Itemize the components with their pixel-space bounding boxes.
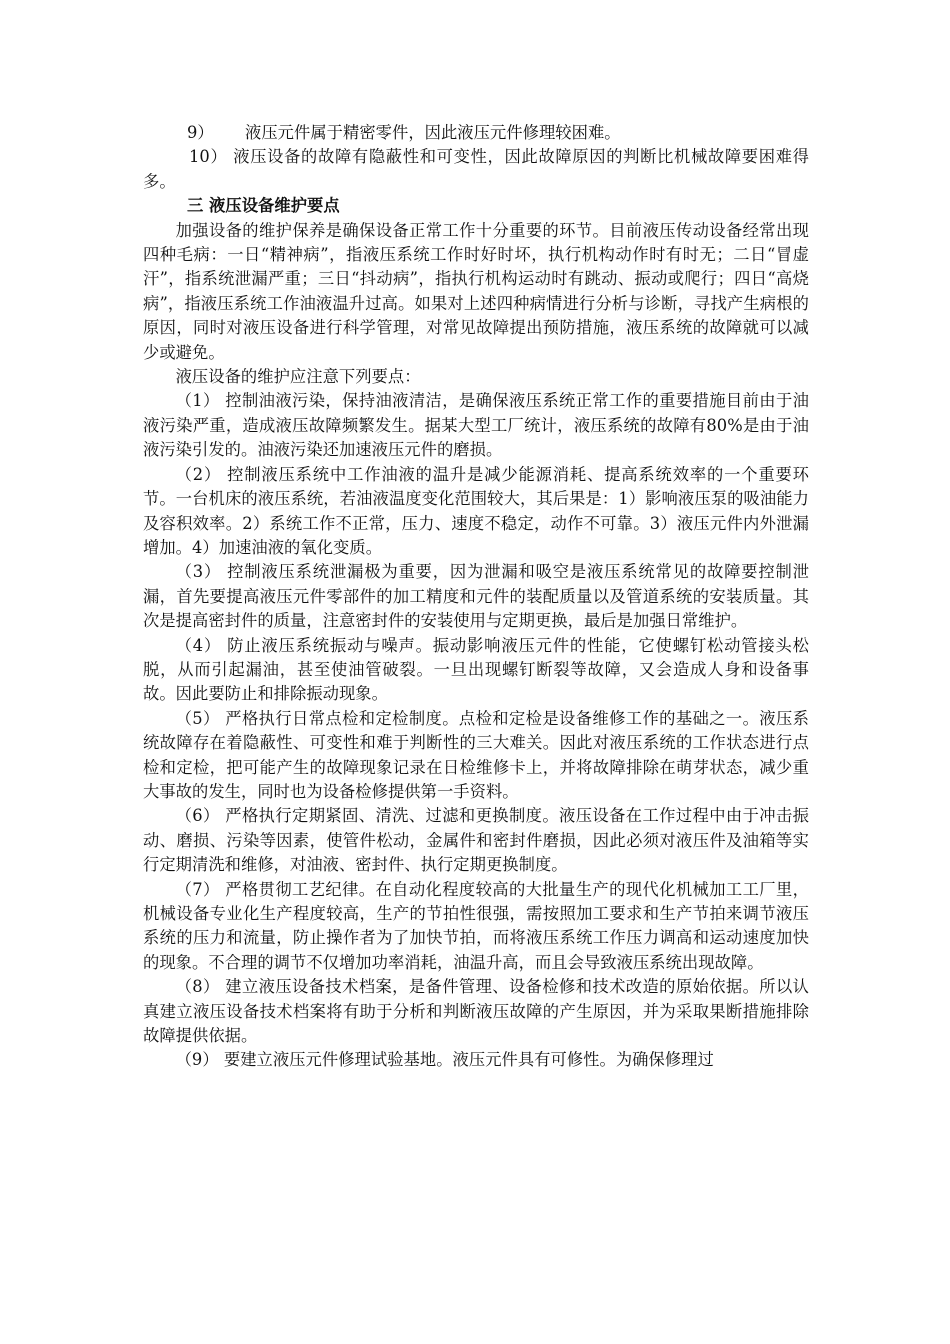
document-page [143,121,809,1073]
paragraph-point-1: （1） 控制油液污染，保持油液清洁，是确保液压系统正常工作的重要措施目前由于油液污染严重，造成液压故障频繁发生。据某大型工厂统计，液压系统的故障有80%是由于油液污染引发的。油液污染还加速液压元件的磨损。 [143,391,809,460]
paragraph-intro: 加强设备的维护保养是确保设备正常工作十分重要的环节。目前液压传动设备经常出现四种毛病：一日“精神病”，指液压系统工作时好时坏，执行机构动作时有时无；二日“冒虚汗”，指系统泄漏严重；三日“抖动病”，指执行机构运动时有跳动、振动或爬行；四日“高烧病”，指液压系统工作油液温升过高。如果对上述四种病情进行分析与诊断，寻找产生病根的原因，同时对液压设备进行科学管理，对常见故障提出预防措施，液压系统的故障就可以减少或避免。 [143,220,809,362]
section-heading: 三 液压设备维护要点 [187,196,340,216]
list-item-9-text: 液压元件属于精密零件，因此液压元件修理较困难。 [245,123,621,142]
paragraph-point-7: （7） 严格贯彻工艺纪律。在自动化程度较高的大批量生产的现代化机械加工工厂里，机械设备专业化生产程度较高，生产的节拍性很强，需按照加工要求和生产节拍来调节液压系统的压力和流量，防止操作者为了加快节拍，而将液压系统工作压力调高和运动速度加快的现象。不合理的调节不仅增加功率消耗，油温升高，而且会导致液压系统出现故障。 [143,879,809,972]
paragraph-point-5: （5） 严格执行日常点检和定检制度。点检和定检是设备维修工作的基础之一。液压系统故障存在着隐蔽性、可变性和难于判断性的三大难关。因此对液压系统的工作状态进行点检和定检，把可能产生的故障现象记录在日检维修卡上，并将故障排除在萌芽状态，减少重大事故的发生，同时也为设备检修提供第一手资料。 [143,708,809,801]
paragraph-lead: 液压设备的维护应注意下列要点： [175,367,421,387]
list-item-9-number: 9） [187,123,214,142]
list-item-10: 10） 液压设备的故障有隐蔽性和可变性，因此故障原因的判断比机械故障要困难得多。 [143,147,809,191]
paragraph-point-4: （4） 防止液压系统振动与噪声。振动影响液压元件的性能，它使螺钉松动管接头松脱，从而引起漏油，甚至使油管破裂。一旦出现螺钉断裂等故障，又会造成人身和设备事故。因此要防止和排除振动现象。 [143,635,809,704]
paragraph-point-6: （6） 严格执行定期紧固、清洗、过滤和更换制度。液压设备在工作过程中由于冲击振动、磨损、污染等因素，使管件松动，金属件和密封件磨损，因此必须对液压件及油箱等实行定期清洗和维修，对油液、密封件、执行定期更换制度。 [143,806,809,875]
paragraph-point-8: （8） 建立液压设备技术档案，是备件管理、设备检修和技术改造的原始依据。所以认真建立液压设备技术档案将有助于分析和判断液压故障的产生原因，并为采取果断措施排除故障提供依据。 [143,977,809,1046]
list-item-9 [143,121,809,145]
paragraph-point-3: （3） 控制液压系统泄漏极为重要，因为泄漏和吸空是液压系统常见的故障要控制泄漏，首先要提高液压元件零部件的加工精度和元件的装配质量以及管道系统的安装质量。其次是提高密封件的质量，注意密封件的安装使用与定期更换，最后是加强日常维护。 [143,562,809,631]
paragraph-point-2: （2） 控制液压系统中工作油液的温升是减少能源消耗、提高系统效率的一个重要环节。一台机床的液压系统，若油液温度变化范围较大，其后果是：1）影响液压泵的吸油能力及容积效率。2）系统工作不正常，压力、速度不稳定，动作不可靠。3）液压元件内外泄漏增加。4）加速油液的氧化变质。 [143,464,809,557]
paragraph-point-9: （9） 要建立液压元件修理试验基地。液压元件具有可修性。为确保修理过 [175,1050,714,1070]
